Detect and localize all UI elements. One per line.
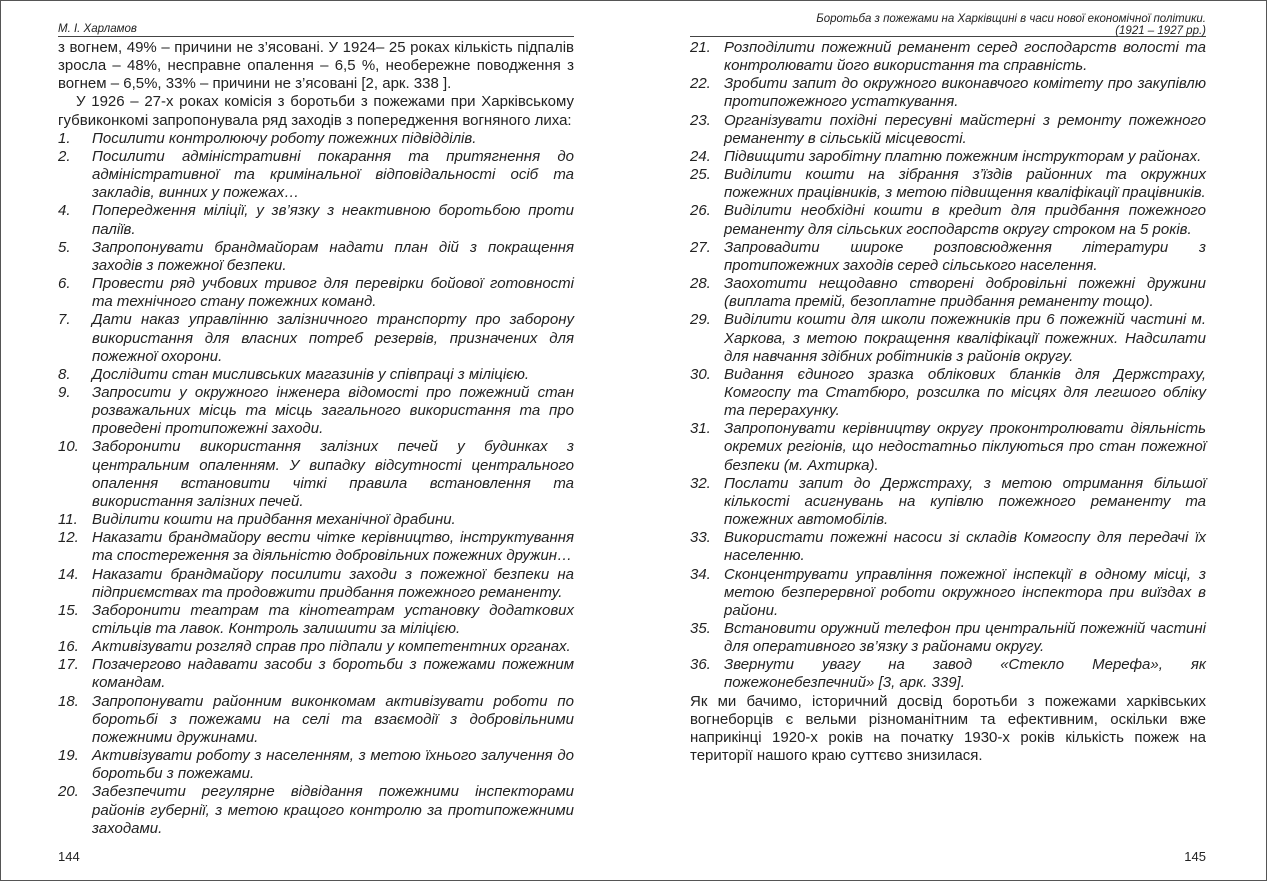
item-text: Запропонувати районним виконкомам активізувати роботи по боротьбі з пожежами на селі та взаємодії з добровільними пожежними дружинами.	[92, 692, 574, 746]
list-item	[58, 511, 574, 529]
item-number: 11.	[58, 511, 78, 529]
item-text: Попередження міліції, у зв’язку з неактивною боротьбою проти паліїв.	[92, 202, 574, 238]
item-number: 28.	[690, 275, 711, 293]
item-text: Заборонити театрам та кінотеатрам установку додаткових стільців та лавок. Контроль залишити за міліцією.	[92, 601, 574, 637]
item-text: Організувати похідні пересувні майстерні з ремонту пожежного реманенту в сільській місцевості.	[724, 111, 1206, 147]
item-text: Активізувати роботу з населенням, з метою їхнього залучення до боротьби з пожежами.	[92, 747, 574, 783]
item-number: 31.	[690, 420, 711, 438]
item-number: 35.	[690, 620, 711, 637]
item-number: 36.	[690, 656, 711, 674]
list-item	[690, 148, 1206, 166]
list-item	[58, 693, 574, 747]
item-number: 21.	[690, 39, 711, 56]
item-text: Послати запит до Держстраху, з метою отримання більшої кількості асигнувань на купівлю пожежного реманенту та пожежних автомобілів.	[724, 474, 1206, 529]
item-text: Використати пожежні насоси зі складів Комгоспу для передачі їх населенню.	[724, 529, 1206, 565]
item-text: Наказати брандмайору посилити заходи з пожежної безпеки на підприємствах та продовжити придбання пожежного реманенту.	[92, 565, 574, 601]
list-item	[690, 39, 1206, 75]
header-title: Боротьба з пожежами на Харківщині в часи нової економічної політики.	[816, 13, 1206, 25]
list-item	[58, 384, 574, 438]
item-text: Звернути увагу на завод «Стекло Мерефа», як пожежонебезпечний» [3, арк. 339].	[724, 656, 1206, 692]
item-number: 2.	[58, 147, 71, 165]
list-item	[58, 747, 574, 783]
item-text: Зробити запит до окружного виконавчого комітету про закупівлю протипожежного устаткування.	[724, 75, 1206, 111]
item-text: Дослідити стан мисливських магазинів у співпраці з міліцією.	[92, 365, 530, 383]
item-number: 10.	[58, 438, 79, 456]
list-item	[58, 148, 574, 202]
list-item	[690, 420, 1206, 474]
running-header-title	[690, 13, 1206, 37]
item-number: 19.	[58, 747, 79, 765]
list-item	[58, 239, 574, 275]
list-item	[58, 602, 574, 638]
list-item	[690, 112, 1206, 148]
list-item	[58, 366, 574, 384]
item-text: Запросити у окружного інженера відомості про пожежний стан розважальних місць та місць загального використання та про проведені протипожежні заходи.	[92, 383, 574, 438]
list-item	[690, 311, 1206, 365]
item-text: Позачергово надавати засоби з боротьби з пожежами пожежним командам.	[92, 656, 574, 692]
item-text: Виділити кошти на придбання механічної драбини.	[92, 511, 456, 529]
list-item	[58, 529, 574, 565]
item-number: 32.	[690, 474, 711, 492]
item-number: 1.	[58, 129, 71, 147]
list-item	[690, 366, 1206, 420]
list-item	[690, 239, 1206, 275]
item-text: Встановити оружний телефон при центральній пожежній частині для оперативного зв’язку з районами округу.	[724, 620, 1206, 656]
item-text: Активізувати розгляд справ про підпали у компетентних органах.	[92, 638, 571, 656]
right-page-body	[690, 39, 1206, 765]
list-item	[690, 275, 1206, 311]
item-number: 20.	[58, 783, 79, 801]
paragraph: з вогнем, 49% – причини не з’ясовані. У 1924– 25 роках кількість підпалів зросла – 48%, несправне опалення – 6,5 %, необережне поводження з вогнем – 6,5%, 33% – причини не з’ясовані [2, арк. 338 ].	[58, 39, 574, 93]
item-number: 17.	[58, 656, 79, 674]
item-text: Виділити кошти для школи пожежників при 6 пожежній частині м. Харкова, з метою покращення кваліфікації пожежних. Надсилати для навчання здібних робітників з районів округу.	[724, 311, 1206, 365]
list-item	[58, 438, 574, 511]
list-item	[58, 275, 574, 311]
item-text: Запровадити широке розповсюдження літератури з протипожежних заходів серед сільського населення.	[724, 238, 1206, 274]
list-item	[690, 75, 1206, 111]
list-item	[690, 529, 1206, 565]
item-number: 23.	[690, 111, 711, 129]
list-item	[58, 638, 574, 656]
list-item	[690, 166, 1206, 202]
item-text: Посилити адміністративні покарання та притягнення до адміністративної та кримінальної відповідальності осіб та закладів, винних у пожежах…	[92, 147, 574, 202]
list-item	[58, 783, 574, 837]
item-number: 30.	[690, 365, 711, 383]
list-item	[690, 656, 1206, 692]
page-number: 144	[58, 849, 80, 864]
item-number: 5.	[58, 238, 71, 256]
item-number: 4.	[58, 202, 71, 220]
item-number: 26.	[690, 202, 711, 220]
item-number: 34.	[690, 565, 711, 583]
item-text: Заборонити використання залізних печей у будинках з центральним опаленням. У випадку відсутності центрального опалення встановити чіткі правила встановлення та використання залізних печей.	[92, 438, 574, 510]
item-text: Посилити контролюючу роботу пожежних підвідділів.	[92, 129, 477, 147]
list-item	[690, 202, 1206, 238]
page-number: 145	[1184, 849, 1206, 864]
item-number: 15.	[58, 601, 79, 619]
item-number: 22.	[690, 75, 711, 93]
item-text: Запропонувати брандмайорам надати план дій з покращення заходів з пожежної безпеки.	[92, 238, 574, 274]
item-number: 8.	[58, 365, 71, 383]
list-item	[58, 130, 574, 148]
list-item	[58, 566, 574, 602]
item-text: Дати наказ управлінню залізничного транспорту про заборону використання для власних потреб резервів, призначених для пожежної охорони.	[92, 311, 574, 365]
item-number: 33.	[690, 529, 711, 547]
item-text: Виділити необхідні кошти в кредит для придбання пожежного реманенту для сільських господарств округу строком на 5 років.	[724, 202, 1206, 238]
item-number: 14.	[58, 565, 79, 583]
list-item	[690, 620, 1206, 656]
item-number: 24.	[690, 147, 711, 165]
measures-list	[58, 130, 574, 838]
item-number: 25.	[690, 166, 711, 184]
item-text: Заохотити нещодавно створені добровільні пожежні дружини (виплата премій, безоплатне придбання реманенту тощо).	[724, 275, 1206, 311]
item-text: Запропонувати керівництву округу проконтролювати діяльність окремих регіонів, що недостатньо піклуються про стан пожежної безпеки (м. Ахтирка).	[724, 420, 1206, 474]
item-number: 29.	[690, 311, 711, 329]
item-number: 12.	[58, 529, 79, 547]
item-text: Забезпечити регулярне відвідання пожежними інспекторами районів губернії, з метою кращого контролю за протипожежними заходами.	[92, 783, 574, 837]
paragraph: У 1926 – 27-х роках комісія з боротьби з пожежами при Харківському губвиконкомі запропонувала ряд заходів з попередження вогняного лиха:	[58, 93, 574, 129]
list-item	[690, 566, 1206, 620]
header-years: (1921 – 1927 рр.)	[1115, 25, 1206, 37]
closing-paragraph: Як ми бачимо, історичний досвід боротьби з пожежами харківських вогнеборців є вельми різноманітним та ефективним, оскільки вже наприкінці 1920-х років на початку 1930-х років кількість пожеж на території нашого краю суттєво знизилася.	[690, 692, 1206, 765]
list-item	[58, 656, 574, 692]
item-text: Сконцентрувати управління пожежної інспекції в одному місці, з метою безперервної роботи окружного інспектора при виїздах в райони.	[724, 565, 1206, 619]
measures-list	[690, 39, 1206, 693]
item-number: 18.	[58, 692, 79, 710]
item-text: Підвищити заробітну платню пожежним інструкторам у районах.	[724, 147, 1202, 165]
item-text: Видання єдиного зразка облікових бланків для Держстраху, Комгоспу та Статбюро, розсилка по місцях для легшого обліку та перерахунку.	[724, 365, 1206, 420]
running-header-author: М. І. Харламов	[58, 13, 574, 37]
left-page-body	[58, 39, 574, 838]
item-number: 9.	[58, 383, 71, 401]
list-item	[690, 475, 1206, 529]
item-number: 6.	[58, 275, 71, 293]
list-item	[58, 202, 574, 238]
item-text: Виділити кошти на зібрання з’їздів районних та окружних пожежних працівників, з метою підвищення кваліфікації працівників.	[724, 166, 1206, 202]
item-text: Наказати брандмайору вести чітке керівництво, інструктування та спостереження за діяльністю добровільних пожежних дружин…	[92, 529, 574, 565]
list-item	[58, 311, 574, 365]
item-number: 7.	[58, 311, 71, 329]
item-text: Розподілити пожежний реманент серед господарств волості та контролювати його використання та справність.	[724, 39, 1206, 75]
item-number: 27.	[690, 238, 711, 256]
item-text: Провести ряд учбових тривог для перевірки бойової готовності та технічного стану пожежних команд.	[92, 275, 574, 311]
item-number: 16.	[58, 638, 79, 656]
